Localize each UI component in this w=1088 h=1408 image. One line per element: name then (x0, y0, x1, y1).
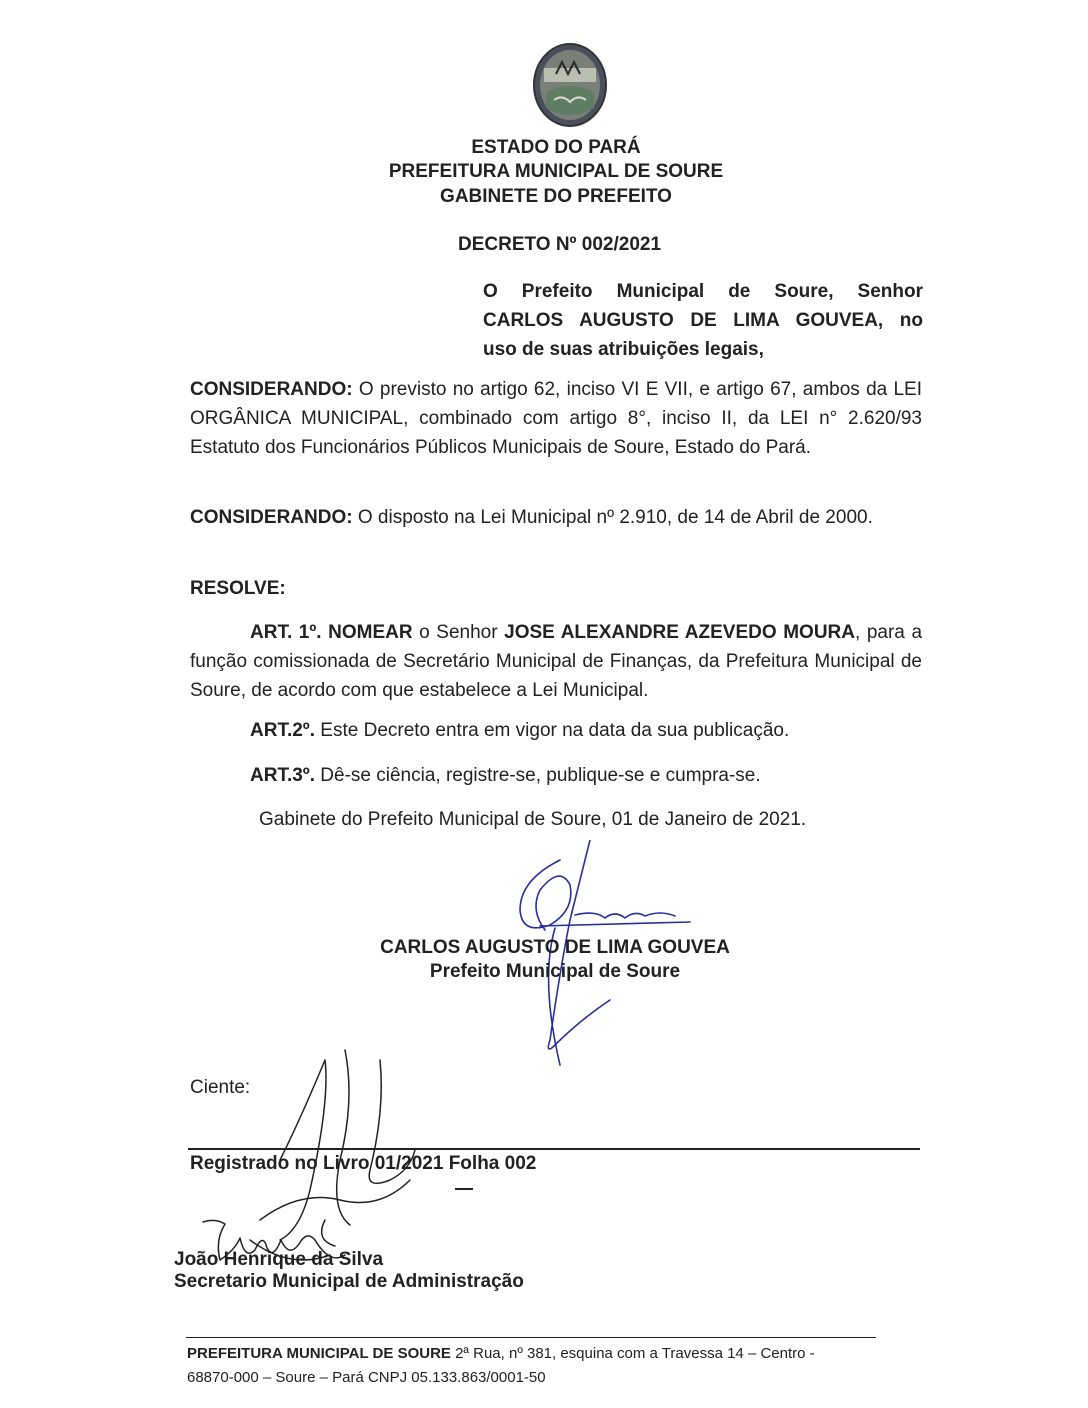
article-2-label: ART.2º. (250, 720, 316, 741)
article-3-label: ART.3º. (250, 765, 316, 786)
municipal-crest (532, 42, 608, 128)
mayor-role: Prefeito Municipal de Soure (429, 961, 681, 982)
preamble-line-3: uso de suas atribuições legais, (483, 339, 764, 360)
footer-address-line-2: 68870-000 – Soure – Pará CNPJ 05.133.863/0001-50 (187, 1369, 546, 1386)
registry-dash-mark (455, 1188, 473, 1190)
place-date: Gabinete do Prefeito Municipal de Soure, 01 de Janeiro de 2021. (259, 809, 807, 830)
considering-text: O previsto no artigo 62, inciso VI E VII, e artigo 67, ambos da LEI ORGÂNICA MUNICIPAL, combinado com artigo 8°, inciso II, da LEI n° 2.620/93 Estatuto dos Funcionários Públicos Municipais de Soure, Estado do Pará. (190, 379, 922, 458)
secretary-name: João Henrique da Silva (174, 1249, 384, 1270)
mayor-name: CARLOS AUGUSTO DE LIMA GOUVEA (380, 937, 730, 958)
considering-paragraph-1 (190, 375, 922, 462)
article-1-text-a: o Senhor (419, 622, 498, 643)
appointee-name: JOSE ALEXANDRE AZEVEDO MOURA (504, 622, 855, 643)
header-cabinet: GABINETE DO PREFEITO (440, 186, 672, 207)
considering-paragraph-2 (190, 503, 922, 532)
article-3-text: Dê-se ciência, registre-se, publique-se e cumpra-se. (320, 765, 761, 786)
article-3 (250, 761, 950, 790)
article-2-text: Este Decreto entra em vigor na data da sua publicação. (320, 720, 790, 741)
ciente-label: Ciente: (190, 1077, 251, 1098)
header-prefecture: PREFEITURA MUNICIPAL DE SOURE (388, 161, 724, 182)
decree-title: DECRETO Nº 002/2021 (458, 234, 662, 255)
article-2 (250, 716, 950, 745)
header-state: ESTADO DO PARÁ (471, 137, 641, 158)
footer-address (187, 1342, 887, 1390)
footer-rule (186, 1337, 876, 1338)
considering-label: CONSIDERANDO: (190, 507, 353, 528)
considering-text: O disposto na Lei Municipal nº 2.910, de 14 de Abril de 2000. (357, 507, 873, 528)
considering-label: CONSIDERANDO: (190, 379, 353, 400)
article-1 (190, 618, 922, 705)
registry-text: Registrado no Livro 01/2021 Folha 002 (190, 1153, 537, 1174)
article-1-label: ART. 1º. NOMEAR (250, 622, 413, 643)
secretary-role: Secretario Municipal de Administração (174, 1271, 524, 1292)
footer-prefecture: PREFEITURA MUNICIPAL DE SOURE (187, 1345, 451, 1362)
resolve-heading: RESOLVE: (190, 578, 286, 599)
footer-line-1 (187, 1342, 887, 1366)
preamble-line-2: CARLOS AUGUSTO DE LIMA GOUVEA, no (483, 310, 923, 331)
preamble (483, 277, 923, 364)
footer-address-line-1: 2ª Rua, nº 381, esquina com a Travessa 14 – Centro - (450, 1345, 815, 1362)
registry-rule (188, 1148, 920, 1150)
article-1-text-b: , para a função comissionada de Secretário Municipal de Finanças, da Prefeitura Municipal de Soure, de acordo com que estabelece a Lei Municipal. (190, 622, 923, 701)
preamble-line-1: O Prefeito Municipal de Soure, Senhor (483, 281, 923, 302)
